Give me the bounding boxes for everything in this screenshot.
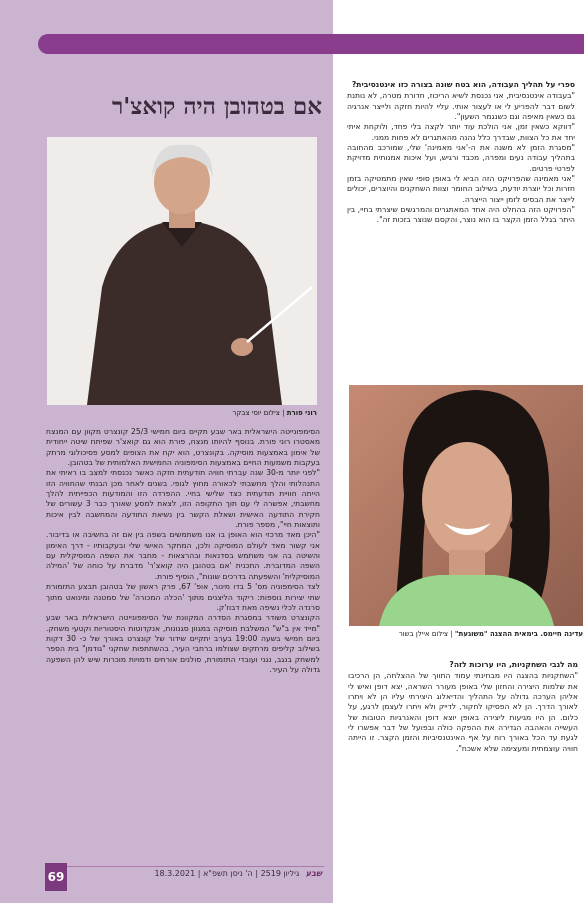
magazine-logo: שבע	[305, 869, 322, 878]
footer-divider	[46, 866, 324, 867]
conductor-photo	[47, 137, 317, 405]
conductor-name: רוני פורת	[286, 409, 317, 417]
director-photo-credit: צילום איילן בשור	[398, 630, 449, 638]
issue-info: גיליון 2519 | ה' ניסן תשפ"א | 18.3.2021	[154, 869, 300, 878]
conductor-caption: רוני פורת | צילום יוסי צבקר	[232, 409, 317, 417]
paragraph: "אני מאמינה שהפרויקט הזה הביא לי באופן סופי שאין מתמטיקה בזמן חזרות וכל יוצרת יודעת, בשילוב החומר וצוות השחקנים והיוצרים, יכולים לייצר את הבסיס לזמן ייצור הייצרה.	[347, 174, 575, 204]
director-photo	[349, 385, 583, 626]
paragraph: "דווקא כשאין זמן, אני הולכת עוד יותר לקצה בלי פחד, ולוקחת איתי יחד את כל הצוות, שבדרך כלל נהנה מהאתגרים לא פחות ממני.	[347, 122, 575, 142]
page-number: 69	[45, 863, 67, 891]
interview-question: מה לגבי השחקניות, היו ערוכות לזה?	[449, 660, 578, 669]
paragraph: "השחקניות בהצגה היו מבחינתי עמוד התווך של ההצלחה, הן הרכיבו את שלמות היצירה והחזון שלי באופן מעורר השראה, יצא דופן ואיש לי אליהן הערכה גדולה על התהליך והדיאלוג היצירתי עליו הן לא ויתרו לאורך הדרך. הן לא הפסיקו לחקור, לדייק ולא ויתרו לעצמן לרגע, על כלום. הן היו מגיעות ליצירה באופן יוצא דופן והאנרגיות הטובות של העשייה והאהבה הגדירה את ההפקה כולה ובפועל של דבר אפשרו לי לגעת עד הכל באורך רוח על אף האינטנסיביות והזמן הקצר. זו הייתה חוויה עוצמתית ומעצימה שלא אשכח".	[348, 671, 578, 753]
paragraph: "מסגרת הזמן לא משנה את ה-'אני מאמינה' שלי, שמורכב מהחובה בתהליך עבודה נעים ומפרה, מכבד ורגיש, ועל איכות אמנותית מדויקת לפרטי פרטים.	[347, 143, 575, 173]
paragraph: "הפרויקט הזה בהחלט היה אחד המאתגרים והמרגשים שיצרתי בחיי, בין היתר בגלל הזמן הקצר בו הוא נוצר, והקסם שנוצר בזכות זה".	[347, 205, 575, 225]
paragraph: "היכן מאד מרכזי הוא האופן בו אנו משתמשים בשפה בין אם זה בחשיבה או בדיבור. אני קשור מאד לעולם המוסיקה ולכן, המחקר האישי שלי ובעקבותיו - דרך האימון והשיטה בה אני משתמש בסדנאות ובהרצאות - מחבר את השפה המוסיקלית עם השפה המדוברת. התכנית 'אם בטהובן היה קואצ'ר' מדברת על כוחה של 'המילה המוסיקלית' והשפעתה בדרכים שונות", הוסיף פורת.	[46, 530, 320, 581]
page-footer	[72, 869, 322, 883]
paragraph: לצד הסימפוניה מס' 5 בדו מינור, אופ' 67, פרק ראשון של בטהובן תבצע התזמורת שתי יצירות נוספות: ריקוד הליצנים מתוך 'הכלה המכורה' של סמטנה ומינואט מתוך סרנדה לכלי נשיפה מאת דבוז'ק.	[46, 582, 320, 612]
director-name: עדינה חיימס. בימאית ההצגה "משוגעת"	[454, 630, 583, 638]
article-headline: אם בטהובן היה קואצ'ר	[111, 93, 322, 121]
article-body-left	[46, 427, 320, 855]
director-caption: עדינה חיימס. בימאית ההצגה "משוגעת" | צילום איילן בשור	[398, 630, 583, 638]
paragraph: הקונצרט משודר במסגרת הסדרה המקוונת של הסימפונייטה הישראלית באר שבע "מייד אין ב"ש" המשלבת מוסיקה במגוון סגנונות, אנקדוטות היסטוריות וקטעי משחק. ביום חמישי בשעה 19:00 בערב יתקיים שידור של קונצרט באורך של כ- 30 דקות בשילוב קליפים מרתקים שצולמו ברחבי העיר, בהשתתפות שחקני "גודמן" בית הספר למשחק בנגב, נגני ועובדי התזמורת, סולנים אורחים ודמויות מוכרות שיש להן השפעה גדולה על העיר.	[46, 613, 320, 674]
header-bar	[38, 34, 584, 54]
paragraph: "לפני יותר מ-30 שנה עברתי חוויה תודעתית חזקה כאשר נכנסתי למצב בו ראיתי את התנהלותי והלך מחשבתי לכאורה מחוץ לגופי. בשנים לאחר מכן הבנתי שהחוויה הזו הייתה חוויית תודעתית כצד שלישי בחיי. ההפרדה הזו והמודעות הכפייתית להלך מחשבתי, אפשרה לי עם תוך התקופה הזו, לצאת למסע שאורך כבר 3 עשורים של חקירת התודעה האישית ושאלת הקשר בין נשיאת התודעה והמחשבה לבין איכות ותוצאות חיי", מספר פורת.	[46, 468, 320, 530]
interview-body-top	[347, 80, 575, 376]
paragraph: "בעבודה אינטנסיבית, אני נכנסת לשיא הריכוז, חדורת מטרה, לא נותנת לשום דבר להפריע לי או לעצור אותי. עליי להיות חזקה ולייצר אנרגיה גם כשאין מאיפה וגם כשנגמר השעון".	[347, 91, 575, 122]
paragraph: הסימפונייטה הישראלית באר שבע תקיים ביום חמישי 25/3 קונצרט מקוון עם המנצח מאסטרו רוני פורת. בנוסף להיותו מנצח, פורת הוא גם קואצ'ר שפיתח שיטה ייחודית של אימון באמצעות מוסיקה. בקונצרט, הוא יקח את הצופים למסע פסיכולוגי מרתק בעקבות משמעות החיים באמצעות הסימפוניה החמישית האלמותית של בטהובן.	[46, 427, 320, 468]
interview-body-bottom	[348, 660, 578, 892]
interview-question: ספרי על תהליך העבודה, הוא בטח שונה בצורה כזו אינטנסיבית?	[351, 80, 575, 89]
conductor-photo-credit: צילום יוסי צבקר	[232, 409, 280, 417]
